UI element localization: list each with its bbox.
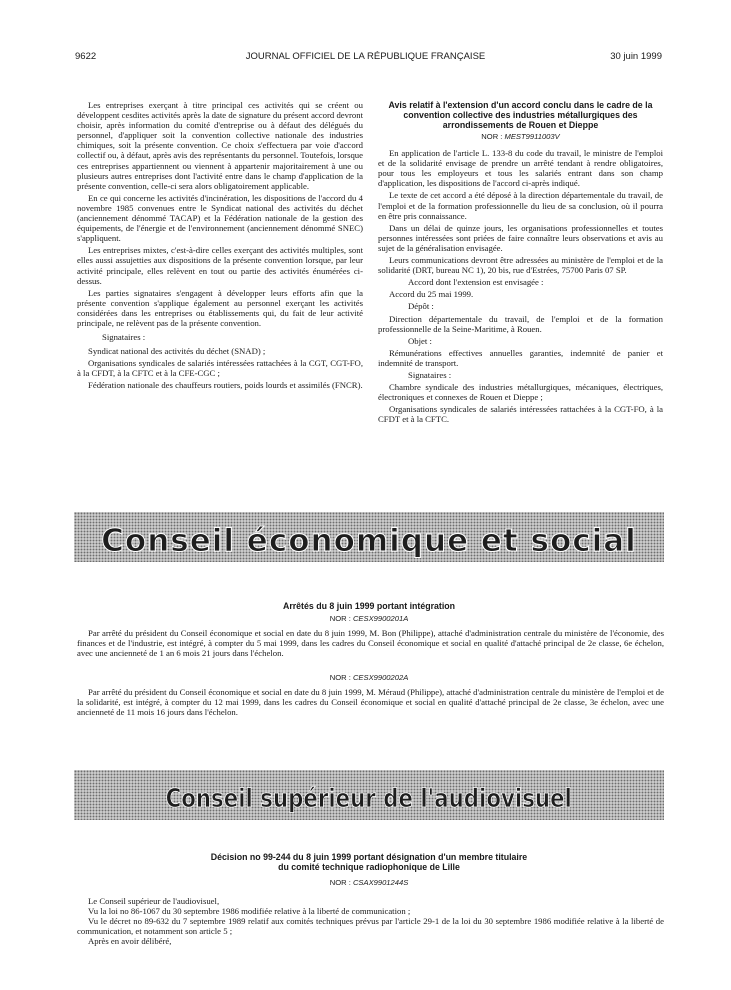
objet-text: Rémunérations effectives annuelles garanties, indemnité de panier et indemnité de transport. [378, 347, 663, 368]
right-column [378, 100, 663, 426]
signataires-label: Signataires : [408, 369, 452, 380]
nor-label: NOR : [329, 614, 351, 623]
csa-title [74, 852, 664, 872]
issue-date: 30 juin 1999 [610, 51, 662, 62]
csa-title-line-2: du comité technique radiophonique de Lille [278, 862, 460, 872]
signataires-label: Signataires : [102, 332, 146, 343]
objet-label: Objet : [408, 335, 432, 346]
paragraph: Le texte de cet accord a été déposé à la direction départementale du travail, de l'emploi et de la formation professionnelle du lieu de sa conclusion, où il pourra en être pris connaissance. [378, 190, 663, 221]
paragraph: Après en avoir délibéré, [88, 936, 172, 947]
nor-label: NOR : [329, 673, 351, 682]
accord-label: Accord dont l'extension est envisagée : [408, 277, 544, 288]
signatory: Chambre syndicale des industries métallurgiques, mécaniques, électriques, électroniques et connexes de Rouen et Dieppe ; [378, 382, 663, 403]
paragraph: Vu le décret no 89-632 du 7 septembre 1989 relatif aux comités techniques prévus par l'article 29-1 de la loi du 30 septembre 1986 modifiée relative à la liberté de communication, et notamment son article 5 ; [77, 916, 664, 937]
csa-banner-text: Conseil supérieur de l'audiovisuel [165, 784, 573, 814]
ces-banner [74, 512, 664, 562]
csa-banner [74, 770, 664, 820]
paragraph: Le Conseil supérieur de l'audiovisuel, [88, 896, 220, 906]
ces-banner-text: Conseil économique et social [101, 523, 637, 559]
depot-label: Dépôt : [408, 301, 434, 312]
nor-code: CESX9900201A [352, 614, 409, 623]
ces-text-2 [77, 687, 664, 717]
journal-title: JOURNAL OFFICIEL DE LA RÉPUBLIQUE FRANÇAISE [245, 51, 486, 62]
csa-text [77, 896, 664, 946]
signatory: Organisations syndicales de salariés intéressées rattachées à la CGT-FO, à la CFDT et à la CFTC. [378, 404, 663, 425]
paragraph: Par arrêté du président du Conseil économique et social en date du 8 juin 1999, M. Bon (Philippe), attaché d'administration centrale du ministère de l'économie, des finances et de l'industrie, est intégré, à compter du 5 mai 1999, dans les cadres du Conseil économique et social en qualité d'attaché principal de 2e classe, 6e échelon, avec une ancienneté de 1 an 6 mois 21 jours dans l'échelon. [77, 628, 664, 659]
nor-reference [378, 132, 663, 142]
csa-title-line-1: Décision no 99-244 du 8 juin 1999 portant désignation d'un membre titulaire [210, 852, 528, 862]
paragraph: Les entreprises mixtes, c'est-à-dire celles exerçant des activités multiples, sont elles aussi assujetties aux dispositions de la présente convention lorsque, par leur activité principale, elles relèvent en tout ou partie des activités énumérées ci-dessus. [77, 245, 363, 286]
paragraph: Leurs communications devront être adressées au ministère de l'emploi et de la solidarité (DRT, bureau NC 1), 20 bis, rue d'Estrées, 75700 Paris 07 SP. [378, 255, 663, 276]
paragraph: Les entreprises exerçant à titre principal ces activités qui se créent ou développent cesdites activités après la date de signature du présent accord devront choisir, après information du comité d'entreprise ou à défaut des délégués du personnel, d'appliquer soit la convention collective nationale des industries chimiques, soit la présente convention. Ce choix s'effectuera par voie d'accord collectif ou, à défaut, après avis des représentants du personnel. Toutefois, lorsque ces entreprises appartiennent ou viennent à appartenir majoritairement à une ou plusieurs autres entreprises dont l'activité entre dans le champ d'application de la présente convention, celle-ci sera alors obligatoirement applicable. [77, 100, 363, 191]
paragraph: En application de l'article L. 133-8 du code du travail, le ministre de l'emploi et de la solidarité envisage de prendre un arrêté tendant à rendre obligatoires, pour tous les employeurs et tous les salariés entrant dans son champ d'application, les dispositions de l'accord ci-après indiqué. [378, 148, 663, 189]
csa-nor [74, 878, 664, 887]
nor-code: CESX9900202A [352, 673, 409, 682]
paragraph: Dans un délai de quinze jours, les organisations professionnelles et toutes personnes intéressées sont priées de faire connaître leurs observations et avis au sujet de la généralisation envisagée. [378, 222, 663, 253]
accord-date: Accord du 25 mai 1999. [389, 289, 474, 300]
signatory: Syndicat national des activités du déchet (SNAD) ; [88, 346, 266, 357]
left-column [77, 100, 363, 393]
ces-nor-1 [74, 614, 664, 623]
paragraph: Par arrêté du président du Conseil économique et social en date du 8 juin 1999, M. Méraud (Philippe), attaché d'administration centrale du ministère de l'emploi et de la solidarité, est intégré, à compter du 12 mai 1999, dans les cadres du Conseil économique et social en qualité d'attaché principal de 2e classe, 3e échelon, avec une ancienneté de 11 mois 16 jours dans l'échelon. [77, 687, 664, 718]
signatory: Fédération nationale des chauffeurs routiers, poids lourds et assimilés (FNCR). [88, 380, 363, 391]
depot-text: Direction départementale du travail, de l'emploi et de la formation professionnelle de la Seine-Maritime, à Rouen. [378, 313, 663, 334]
signatory: Organisations syndicales de salariés intéressées rattachées à la CGT, CGT-FO, à la CFDT, à la CFTC et à la CFE-CGC ; [77, 358, 363, 379]
ces-title: Arrêtés du 8 juin 1999 portant intégration [282, 601, 456, 611]
paragraph: Les parties signataires s'engagent à développer leurs efforts afin que la présente convention s'applique également au personnel exerçant les activités considérées dans les entreprises ou établissements qui, du fait de leur activité principale, ne relèvent pas de la présente convention. [77, 287, 363, 328]
nor-label: NOR : [481, 132, 503, 141]
ces-text-1 [77, 628, 664, 658]
ces-nor-2 [74, 673, 664, 682]
paragraph: Vu la loi no 86-1067 du 30 septembre 1986 modifiée relative à la liberté de communication ; [88, 906, 411, 917]
avis-title: Avis relatif à l'extension d'un accord conclu dans le cadre de la convention collective des industries métallurgiques des arrondissements de Rouen et Dieppe [388, 100, 653, 130]
nor-label: NOR : [329, 878, 351, 887]
nor-code: CSAX9901244S [352, 878, 409, 887]
page-number: 9622 [75, 51, 97, 62]
nor-code: MEST9911003V [504, 132, 560, 141]
paragraph: En ce qui concerne les activités d'incinération, les dispositions de l'accord du 4 novembre 1985 convenues entre le Syndicat national des activités du déchet (anciennement dénommé TACAP) et la Fédération nationale de la gestion des équipements, de l'énergie et de l'environnement (anciennement dénommé SNEC) s'appliquent. [77, 192, 363, 244]
